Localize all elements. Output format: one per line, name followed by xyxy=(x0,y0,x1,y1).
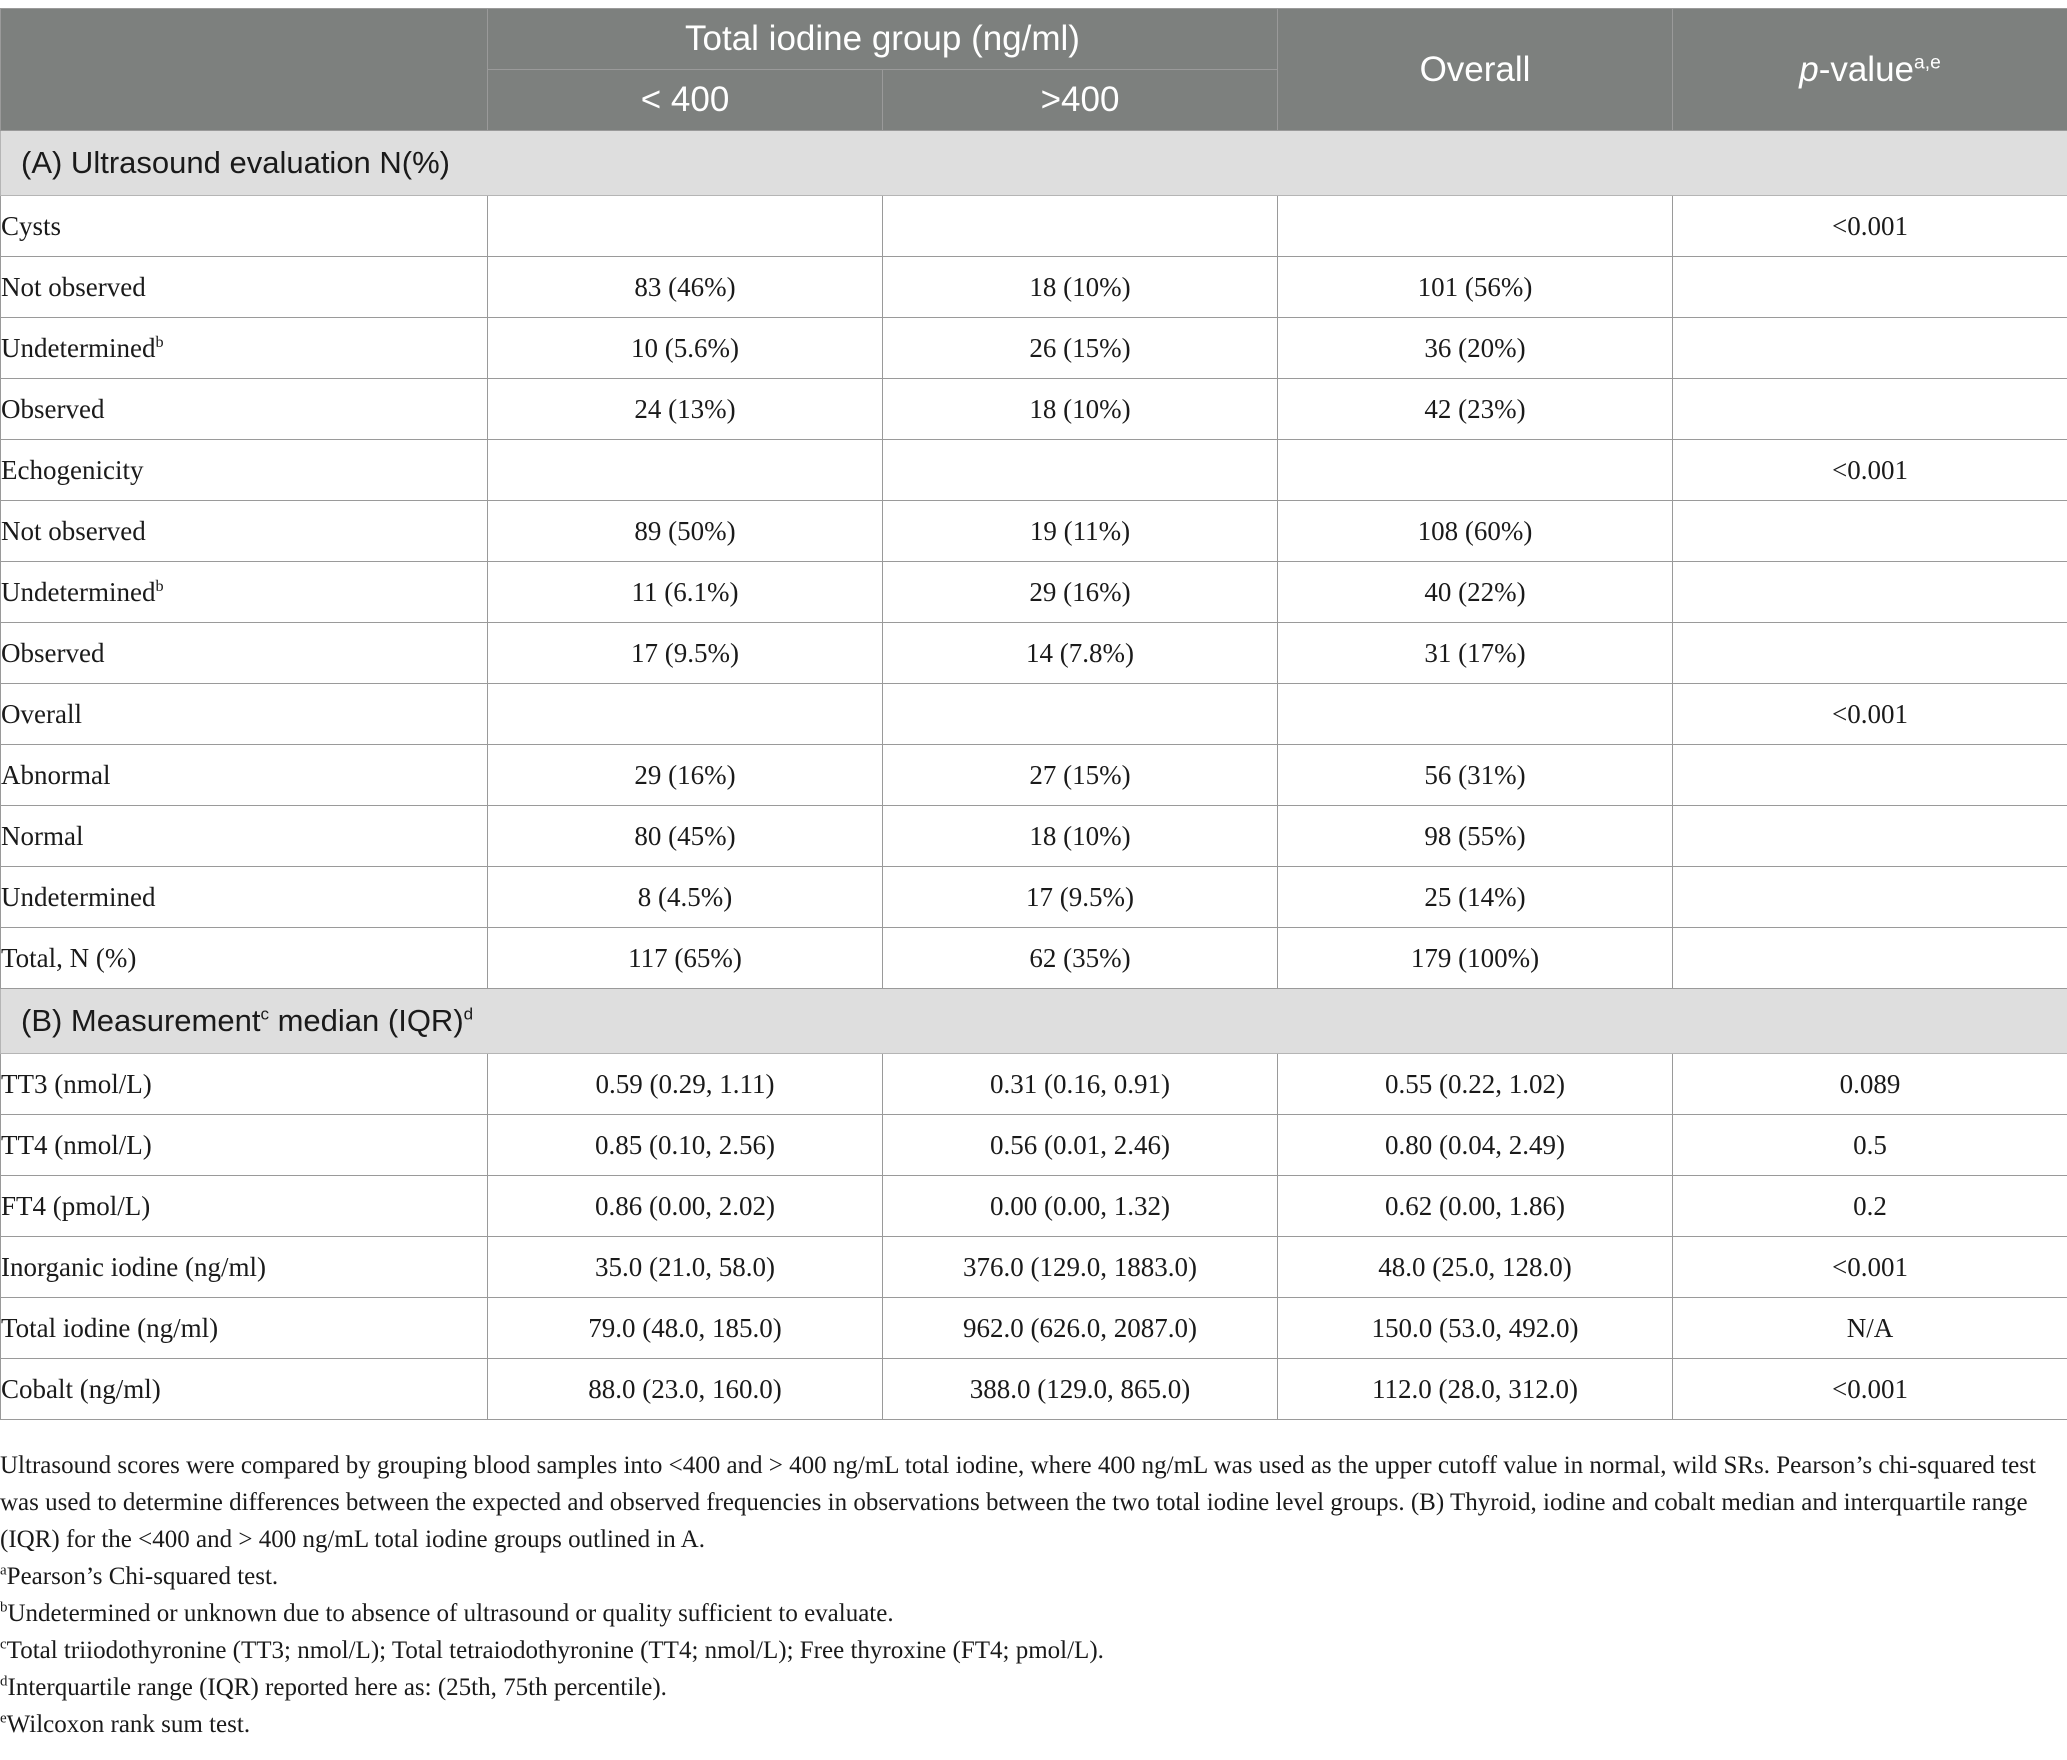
row-label xyxy=(1,379,488,440)
row-label xyxy=(1,501,488,562)
cell-overall xyxy=(1278,440,1673,501)
cell-low-group: 0.86 (0.00, 2.02) xyxy=(488,1176,883,1237)
cell-overall xyxy=(1278,196,1673,257)
row-label-text: Total, N (%) xyxy=(1,942,137,973)
cell-p-value: <0.001 xyxy=(1673,1359,2067,1420)
cell-overall: 48.0 (25.0, 128.0) xyxy=(1278,1237,1673,1298)
row-label-text: Observed xyxy=(1,637,105,668)
cell-high-group: 18 (10%) xyxy=(883,806,1278,867)
cell-p-value: <0.001 xyxy=(1673,440,2067,501)
cell-high-group: 376.0 (129.0, 1883.0) xyxy=(883,1237,1278,1298)
footnote-mark: c xyxy=(0,1636,7,1653)
cell-overall xyxy=(1278,684,1673,745)
header-p-value xyxy=(1673,9,2067,131)
table-row xyxy=(1,1298,2067,1359)
section-b-title xyxy=(1,989,2067,1054)
cell-high-group xyxy=(883,440,1278,501)
footnote-mark: e xyxy=(0,1710,7,1727)
row-label-text: Undetermined xyxy=(1,881,156,912)
cell-overall: 31 (17%) xyxy=(1278,623,1673,684)
cell-p-value xyxy=(1673,501,2067,562)
cell-low-group: 11 (6.1%) xyxy=(488,562,883,623)
cell-overall: 101 (56%) xyxy=(1278,257,1673,318)
table-row xyxy=(1,806,2067,867)
cell-low-group: 80 (45%) xyxy=(488,806,883,867)
table-row xyxy=(1,318,2067,379)
table-row xyxy=(1,1359,2067,1420)
table-row xyxy=(1,1237,2067,1298)
cell-p-value xyxy=(1673,257,2067,318)
table-row xyxy=(1,440,2067,501)
row-label-text: Abnormal xyxy=(1,759,111,790)
cell-low-group xyxy=(488,684,883,745)
cell-p-value: N/A xyxy=(1673,1298,2067,1359)
cell-overall: 108 (60%) xyxy=(1278,501,1673,562)
cell-low-group: 89 (50%) xyxy=(488,501,883,562)
cell-low-group: 8 (4.5%) xyxy=(488,867,883,928)
header-total-iodine-group: Total iodine group (ng/ml) xyxy=(488,9,1278,70)
footnote-item xyxy=(0,1669,2040,1706)
cell-p-value xyxy=(1673,867,2067,928)
cell-p-value xyxy=(1673,806,2067,867)
table-row xyxy=(1,1176,2067,1237)
row-label: TT4 (nmol/L) xyxy=(1,1115,488,1176)
table-row xyxy=(1,867,2067,928)
row-label: Inorganic iodine (ng/ml) xyxy=(1,1237,488,1298)
p-value-text: -value xyxy=(1818,49,1915,89)
table-row xyxy=(1,1054,2067,1115)
footnote-mark: b xyxy=(0,1599,8,1616)
cell-high-group: 18 (10%) xyxy=(883,379,1278,440)
footnote-item xyxy=(0,1595,2040,1632)
cell-overall: 0.62 (0.00, 1.86) xyxy=(1278,1176,1673,1237)
cell-low-group xyxy=(488,440,883,501)
table-row xyxy=(1,562,2067,623)
row-label-text: Undetermined xyxy=(1,576,156,607)
row-label xyxy=(1,196,488,257)
cell-low-group: 29 (16%) xyxy=(488,745,883,806)
cell-low-group: 0.59 (0.29, 1.11) xyxy=(488,1054,883,1115)
cell-low-group: 79.0 (48.0, 185.0) xyxy=(488,1298,883,1359)
row-label xyxy=(1,867,488,928)
footnote-text: Undetermined or unknown due to absence of ultrasound or quality sufficient to evaluate. xyxy=(7,1600,894,1627)
cell-overall: 40 (22%) xyxy=(1278,562,1673,623)
footnote-item xyxy=(0,1706,2040,1743)
row-label-text: Not observed xyxy=(1,271,146,302)
cell-p-value: <0.001 xyxy=(1673,1237,2067,1298)
cell-overall: 150.0 (53.0, 492.0) xyxy=(1278,1298,1673,1359)
footnote-list xyxy=(0,1558,2040,1743)
cell-high-group: 27 (15%) xyxy=(883,745,1278,806)
row-label: TT3 (nmol/L) xyxy=(1,1054,488,1115)
cell-low-group: 17 (9.5%) xyxy=(488,623,883,684)
footnotes xyxy=(0,1447,2040,1743)
p-italic: p xyxy=(1799,49,1819,89)
row-label xyxy=(1,318,488,379)
cell-low-group: 10 (5.6%) xyxy=(488,318,883,379)
table-row xyxy=(1,1115,2067,1176)
cell-p-value xyxy=(1673,745,2067,806)
row-label xyxy=(1,806,488,867)
cell-high-group: 18 (10%) xyxy=(883,257,1278,318)
cell-overall: 0.80 (0.04, 2.49) xyxy=(1278,1115,1673,1176)
footnote-mark: a xyxy=(0,1562,7,1579)
cell-high-group: 14 (7.8%) xyxy=(883,623,1278,684)
cell-p-value: <0.001 xyxy=(1673,196,2067,257)
table-row xyxy=(1,196,2067,257)
cell-high-group xyxy=(883,684,1278,745)
cell-overall: 42 (23%) xyxy=(1278,379,1673,440)
section-a-header xyxy=(1,131,2067,196)
header-overall: Overall xyxy=(1278,9,1673,131)
row-label: Cobalt (ng/ml) xyxy=(1,1359,488,1420)
footnote-text: Wilcoxon rank sum test. xyxy=(6,1711,251,1738)
cell-p-value xyxy=(1673,379,2067,440)
cell-overall: 0.55 (0.22, 1.02) xyxy=(1278,1054,1673,1115)
table-row xyxy=(1,501,2067,562)
table-row xyxy=(1,745,2067,806)
cell-high-group: 0.31 (0.16, 0.91) xyxy=(883,1054,1278,1115)
table-row xyxy=(1,379,2067,440)
row-label-text: Cysts xyxy=(1,210,62,241)
row-label-sup: b xyxy=(155,332,164,351)
row-label-text: Echogenicity xyxy=(1,454,144,485)
section-b-sup2: d xyxy=(463,1004,474,1024)
row-label-text: Overall xyxy=(1,698,82,729)
section-b-title-part1: (B) Measurement xyxy=(21,1003,261,1038)
section-a-title: (A) Ultrasound evaluation N(%) xyxy=(1,131,2067,196)
table-row xyxy=(1,623,2067,684)
results-table xyxy=(0,8,2067,1420)
cell-p-value: 0.5 xyxy=(1673,1115,2067,1176)
row-label xyxy=(1,623,488,684)
header-low-group: < 400 xyxy=(488,70,883,131)
cell-p-value xyxy=(1673,928,2067,989)
header-blank-cell xyxy=(1,9,488,131)
row-label xyxy=(1,562,488,623)
cell-overall: 112.0 (28.0, 312.0) xyxy=(1278,1359,1673,1420)
cell-p-value: <0.001 xyxy=(1673,684,2067,745)
cell-overall: 179 (100%) xyxy=(1278,928,1673,989)
section-b-body xyxy=(1,989,2067,1420)
cell-p-value xyxy=(1673,623,2067,684)
row-label xyxy=(1,928,488,989)
cell-high-group: 19 (11%) xyxy=(883,501,1278,562)
cell-low-group: 88.0 (23.0, 160.0) xyxy=(488,1359,883,1420)
cell-high-group: 0.56 (0.01, 2.46) xyxy=(883,1115,1278,1176)
cell-high-group: 26 (15%) xyxy=(883,318,1278,379)
footnote-item xyxy=(0,1558,2040,1595)
cell-overall: 56 (31%) xyxy=(1278,745,1673,806)
cell-high-group: 17 (9.5%) xyxy=(883,867,1278,928)
row-label-text: Not observed xyxy=(1,515,146,546)
section-b-header xyxy=(1,989,2067,1054)
cell-overall: 25 (14%) xyxy=(1278,867,1673,928)
footnote-text: Interquartile range (IQR) reported here as: (25th, 75th percentile). xyxy=(7,1674,667,1701)
footnote-mark: d xyxy=(0,1673,8,1690)
footnote-text: Total triiodothyronine (TT3; nmol/L); Total tetraiodothyronine (TT4; nmol/L); Free thyroxine (FT4; pmol/L). xyxy=(6,1637,1104,1664)
cell-low-group: 24 (13%) xyxy=(488,379,883,440)
table-header xyxy=(1,9,2067,131)
cell-low-group: 83 (46%) xyxy=(488,257,883,318)
cell-low-group: 35.0 (21.0, 58.0) xyxy=(488,1237,883,1298)
footnote-main: Ultrasound scores were compared by grouping blood samples into <400 and > 400 ng/mL total iodine, where 400 ng/mL was used as the upper cutoff value in normal, wild SRs. Pearson’s chi-squared test was used to determine differences between the expected and observed frequencies in observations between the two total iodine level groups. (B) Thyroid, iodine and cobalt median and interquartile range (IQR) for the <400 and > 400 ng/mL total iodine groups outlined in A. xyxy=(0,1452,2036,1553)
section-b-sup1: c xyxy=(260,1004,269,1024)
cell-high-group: 388.0 (129.0, 865.0) xyxy=(883,1359,1278,1420)
table-row xyxy=(1,684,2067,745)
table-row xyxy=(1,257,2067,318)
row-label-sup: b xyxy=(155,576,164,595)
row-label xyxy=(1,684,488,745)
row-label xyxy=(1,440,488,501)
table-row xyxy=(1,928,2067,989)
footnote-text: Pearson’s Chi-squared test. xyxy=(6,1563,279,1590)
section-b-title-part2: median (IQR) xyxy=(268,1003,464,1038)
row-label-text: Observed xyxy=(1,393,105,424)
cell-p-value: 0.2 xyxy=(1673,1176,2067,1237)
table-container xyxy=(0,8,2067,1420)
cell-high-group: 0.00 (0.00, 1.32) xyxy=(883,1176,1278,1237)
footnote-item xyxy=(0,1632,2040,1669)
row-label-text: Normal xyxy=(1,820,84,851)
cell-low-group xyxy=(488,196,883,257)
cell-overall: 98 (55%) xyxy=(1278,806,1673,867)
cell-high-group xyxy=(883,196,1278,257)
cell-low-group: 0.85 (0.10, 2.56) xyxy=(488,1115,883,1176)
row-label: FT4 (pmol/L) xyxy=(1,1176,488,1237)
cell-p-value: 0.089 xyxy=(1673,1054,2067,1115)
cell-p-value xyxy=(1673,562,2067,623)
cell-overall: 36 (20%) xyxy=(1278,318,1673,379)
header-high-group: >400 xyxy=(883,70,1278,131)
cell-p-value xyxy=(1673,318,2067,379)
cell-low-group: 117 (65%) xyxy=(488,928,883,989)
section-a-body xyxy=(1,131,2067,989)
row-label xyxy=(1,257,488,318)
row-label: Total iodine (ng/ml) xyxy=(1,1298,488,1359)
cell-high-group: 29 (16%) xyxy=(883,562,1278,623)
cell-high-group: 62 (35%) xyxy=(883,928,1278,989)
p-value-sup: a,e xyxy=(1914,51,1941,73)
row-label-text: Undetermined xyxy=(1,332,156,363)
cell-high-group: 962.0 (626.0, 2087.0) xyxy=(883,1298,1278,1359)
row-label xyxy=(1,745,488,806)
